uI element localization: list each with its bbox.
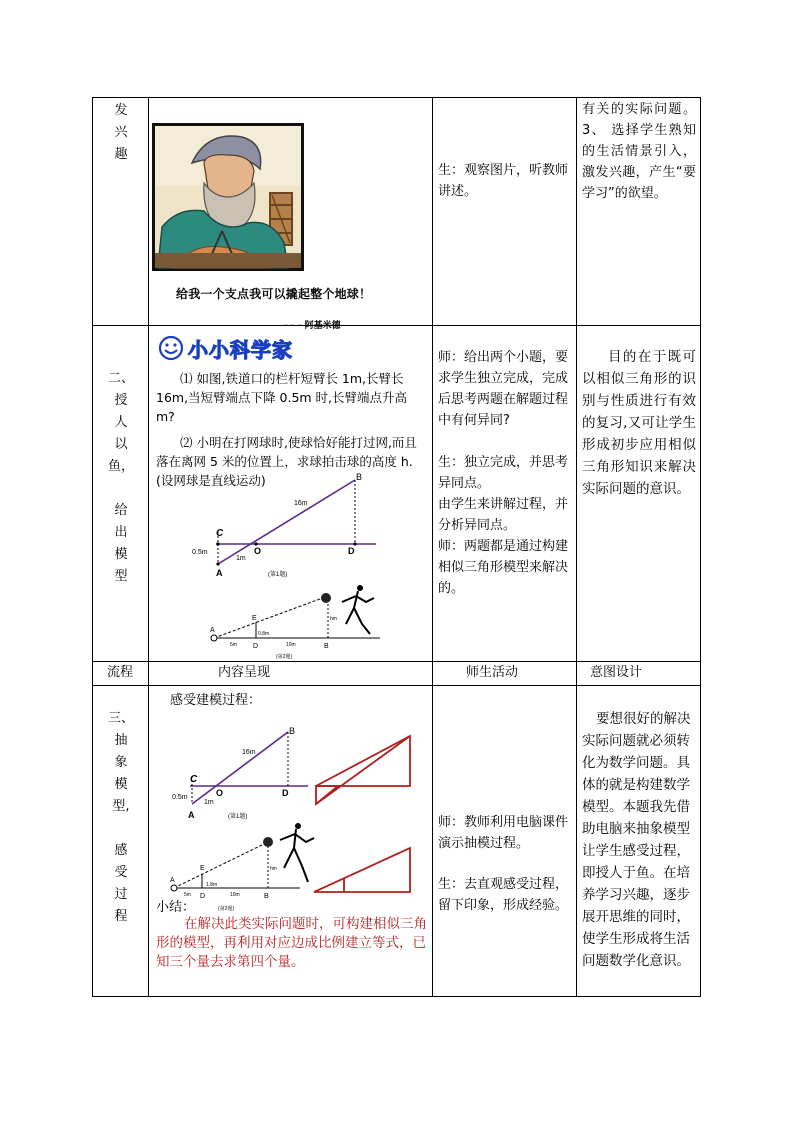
col-header-content: 内容呈现 (218, 665, 271, 680)
label-10m: 10m (286, 642, 296, 648)
figure-caption: (第2题) (276, 654, 293, 660)
tennis-figure-2 (210, 580, 400, 660)
lever-figure-1 (170, 724, 310, 824)
label-D: D (348, 546, 355, 556)
purpose-text: 目的在于既可以相似三角形的识别与性质进行有效的复习,又可让学生形成初步应用相似三角形知识来解决实际问题的意识。 (582, 349, 696, 497)
table-divider (576, 97, 577, 997)
label-E: E (252, 615, 257, 622)
label-B: B (324, 643, 329, 650)
teacher-question: 师：给出两个小题，要求学生独立完成，完成后思考两题在解题过程中有何异同? (438, 350, 569, 428)
label-O: O (254, 546, 262, 556)
student-activity: 生：独立完成，并思考异同点。 (438, 455, 569, 491)
student-activity: 生：去直观感受过程，留下印象，形成经验。 (438, 877, 569, 913)
label-D: D (282, 788, 289, 798)
quote-author: - - - 阿基米德 (284, 321, 341, 331)
archimedes-portrait (152, 123, 304, 271)
summary-label: 小结： (156, 900, 196, 915)
label-hm: hm (270, 866, 277, 872)
label-A: A (188, 810, 195, 820)
problem-2: ⑵ 小明在打网球时,使球恰好能打过网,而且落在离网 5 米的位置上，求球拍击球的高度 h.(设网球是直线运动) (156, 435, 417, 488)
figure-caption: (第1题) (228, 814, 248, 820)
table-divider (92, 661, 701, 662)
figure-caption: (第2题) (218, 906, 235, 912)
label-C: C (216, 528, 224, 539)
table-border-top (92, 97, 701, 98)
lever-figure-1 (190, 472, 380, 584)
label-C: C (190, 774, 198, 785)
purpose-text: 要想很好的解决实际问题就必须转化为数学问题。具体的就是构建数学模型。本题我先借助电脑来抽象模型让学生感受过程，即授人于鱼。在培养学习兴趣，逐步展开思维的同时，使学生形成将生活问题数学化意识。 (582, 711, 691, 969)
purpose-text: 有关的实际问题。3、 选择学生熟知的生活情景引入，激发兴趣，产生“要学习”的欲望。 (582, 102, 696, 201)
section-intro: 感受建模过程： (170, 693, 262, 708)
teacher-summary: 师：两题都是通过构建相似三角形模型来解决的。 (438, 539, 569, 596)
table-divider (148, 97, 149, 997)
label-10m: 10m (230, 892, 240, 898)
label-A: A (170, 877, 175, 884)
student-activity: 生：观察图片，听教师讲述。 (438, 163, 569, 199)
col-header-activity: 师生活动 (466, 665, 519, 680)
col-header-purpose: 意图设计 (590, 665, 643, 680)
table-divider (92, 325, 701, 326)
label-hm: hm (330, 616, 337, 622)
label-D: D (253, 643, 259, 650)
label-height: 0.8m (258, 631, 270, 637)
stage-label: 二、 授 人 以 鱼， 给 出 模 型 (107, 371, 134, 584)
smiley-icon (158, 335, 184, 361)
table-divider (92, 685, 701, 686)
label-0.5m: 0.5m (172, 794, 188, 801)
scientist-banner (158, 333, 293, 363)
label-B: B (264, 893, 269, 900)
label-16m: 16m (294, 500, 308, 507)
label-1m: 1m (236, 555, 246, 562)
similar-triangles-model-2 (310, 844, 414, 896)
banner-title: 小小科学家 (188, 337, 293, 362)
problem-1: ⑴ 如图,铁道口的栏杆短臂长 1m,长臂长 16m,当短臂端点下降 0.5m 时,长臂端点升高 m? (156, 371, 408, 424)
label-5m: 5m (184, 892, 191, 898)
col-header-process: 流程 (106, 665, 133, 680)
label-D: D (200, 893, 206, 900)
label-1m: 1m (204, 799, 214, 806)
stage-label: 发 兴 趣 (114, 103, 128, 162)
table-border-bottom (92, 996, 701, 997)
label-E: E (200, 865, 205, 872)
table-border-left (92, 97, 93, 997)
table-border-right (700, 97, 701, 997)
stage-label: 三、 抽 象 模 型, 感 受 过 程 (107, 711, 134, 924)
similar-triangles-model-1 (312, 732, 414, 808)
label-B: B (356, 472, 363, 482)
summary-text: 在解决此类实际问题时，可构建相似三角形的模型，再利用对应边成比例建立等式，已知三个量去求第四个量。 (156, 916, 427, 970)
label-16m: 16m (242, 749, 256, 756)
label-A: A (210, 627, 215, 634)
label-O: O (216, 788, 224, 798)
label-B: B (289, 726, 296, 736)
quote-text: 给我一个支点我可以撬起整个地球！ (176, 287, 372, 301)
label-A: A (216, 568, 223, 578)
label-5m: 5m (230, 642, 237, 648)
student-explain: 由学生来讲解过程，并分析异同点。 (438, 497, 569, 533)
label-0.5m: 0.5m (192, 549, 208, 556)
figure-caption: (第1题) (268, 572, 288, 578)
label-height: 1.8m (206, 882, 218, 888)
table-divider (432, 97, 433, 997)
teacher-activity: 师：教师利用电脑课件演示抽模过程。 (438, 815, 569, 851)
